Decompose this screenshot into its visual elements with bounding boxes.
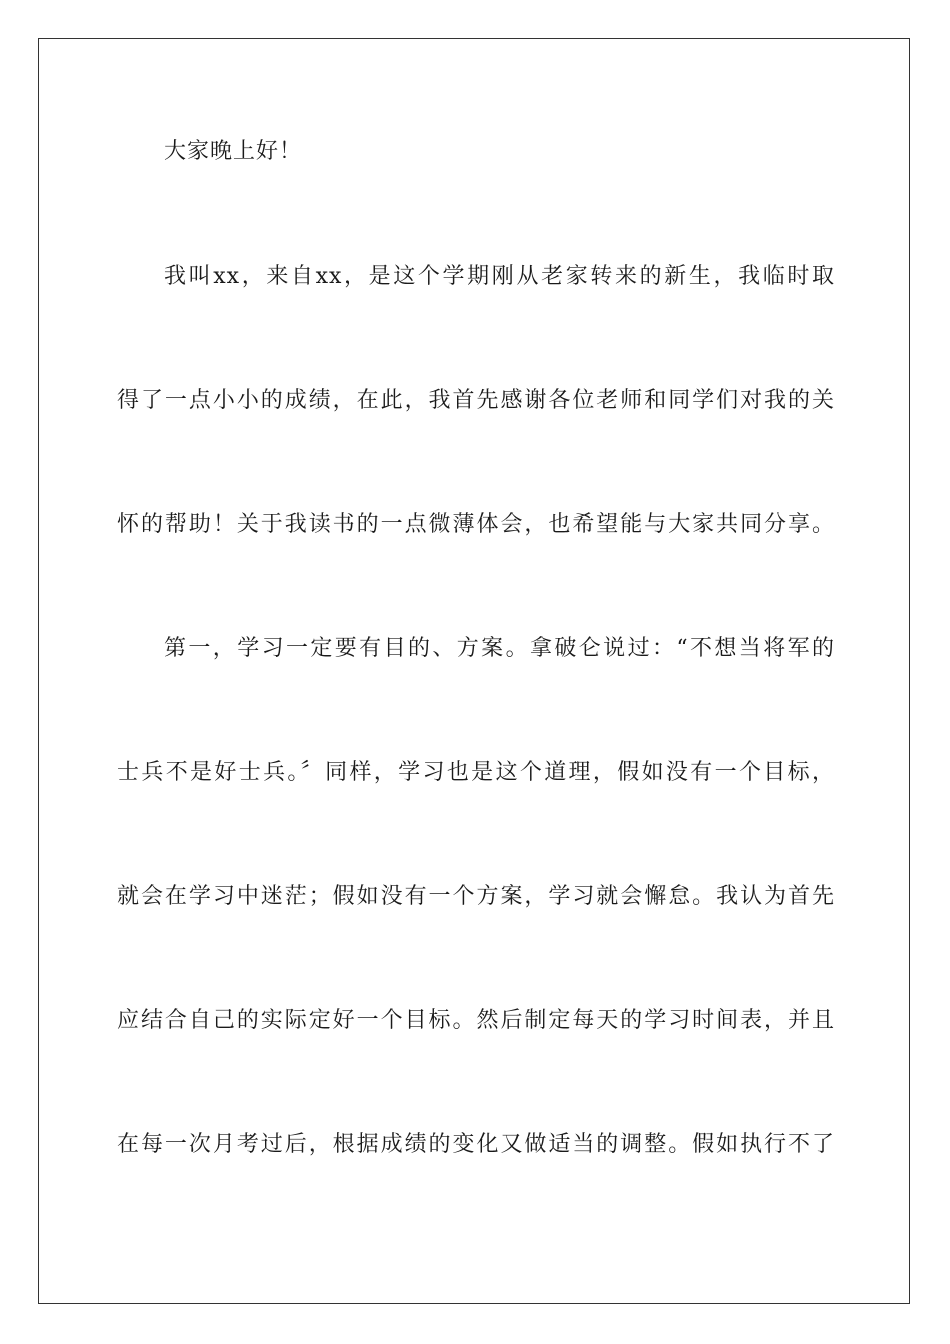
paragraph-line: 第一，学习一定要有目的、方案。拿破仑说过：“不想当将军的	[164, 636, 835, 661]
greeting-line: 大家晚上好！	[164, 139, 303, 164]
paragraph-line: 应结合自己的实际定好一个目标。然后制定每天的学习时间表，并且	[117, 1008, 835, 1033]
paragraph-line: 得了一点小小的成绩，在此，我首先感谢各位老师和同学们对我的关	[117, 388, 835, 413]
paragraph-line: 我叫xx，来自xx，是这个学期刚从老家转来的新生，我临时取	[164, 264, 835, 289]
paragraph-line: 怀的帮助！关于我读书的一点微薄体会，也希望能与大家共同分享。	[117, 512, 835, 537]
paragraph-line: 在每一次月考过后，根据成绩的变化又做适当的调整。假如执行不了	[117, 1132, 835, 1157]
paragraph-line: 士兵不是好士兵。〞同样，学习也是这个道理，假如没有一个目标，	[117, 760, 835, 785]
page-border	[38, 38, 910, 1304]
paragraph-line: 就会在学习中迷茫；假如没有一个方案，学习就会懈怠。我认为首先	[117, 884, 835, 909]
